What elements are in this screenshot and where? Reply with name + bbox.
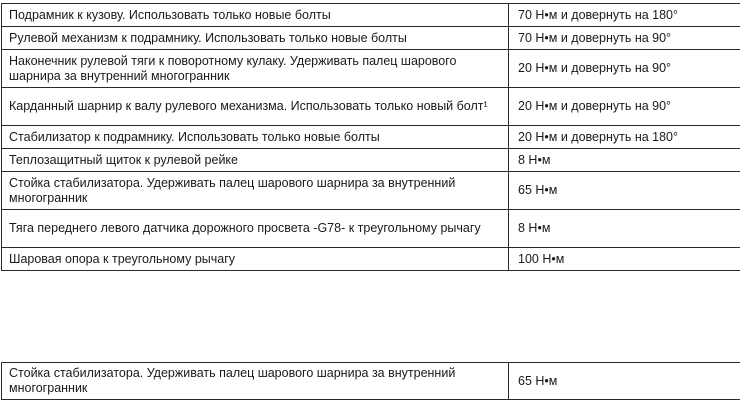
row-description: Стойка стабилизатора. Удерживать палец шарового шарнира за внутренний многогранник: [2, 172, 509, 210]
row-description: Карданный шарнир к валу рулевого механизма. Использовать только новый болт¹: [2, 88, 509, 126]
row-torque-value: 20 Н•м и довернуть на 180°: [509, 126, 740, 149]
row-torque-value: 65 Н•м: [509, 172, 740, 210]
table-row: [2, 149, 740, 172]
table-row: [2, 363, 740, 400]
row-torque-value: 70 Н•м и довернуть на 90°: [509, 27, 740, 50]
row-description: Рулевой механизм к подрамнику. Использовать только новые болты: [2, 27, 509, 50]
table-row: [2, 4, 740, 27]
row-description: Теплозащитный щиток к рулевой рейке: [2, 149, 509, 172]
row-description: Тяга переднего левого датчика дорожного просвета -G78- к треугольному рычагу: [2, 210, 509, 248]
row-torque-value: 20 Н•м и довернуть на 90°: [509, 88, 740, 126]
row-description: Стабилизатор к подрамнику. Использовать только новые болты: [2, 126, 509, 149]
row-torque-value: 8 Н•м: [509, 149, 740, 172]
torque-spec-table: [1, 3, 740, 271]
row-torque-value: 65 Н•м: [509, 363, 740, 400]
table-row: [2, 248, 740, 271]
row-torque-value: 70 Н•м и довернуть на 180°: [509, 4, 740, 27]
torque-spec-table-extra: [1, 362, 740, 400]
table-row: [2, 50, 740, 88]
table-row: [2, 88, 740, 126]
row-description: Стойка стабилизатора. Удерживать палец шарового шарнира за внутренний многогранник: [2, 363, 509, 400]
row-torque-value: 20 Н•м и довернуть на 90°: [509, 50, 740, 88]
table-row: [2, 210, 740, 248]
row-description: Шаровая опора к треугольному рычагу: [2, 248, 509, 271]
table-row: [2, 172, 740, 210]
row-torque-value: 100 Н•м: [509, 248, 740, 271]
table-row: [2, 126, 740, 149]
row-description: Подрамник к кузову. Использовать только новые болты: [2, 4, 509, 27]
row-description: Наконечник рулевой тяги к поворотному кулаку. Удерживать палец шарового шарнира за внутренний многогранник: [2, 50, 509, 88]
row-torque-value: 8 Н•м: [509, 210, 740, 248]
table-row: [2, 27, 740, 50]
